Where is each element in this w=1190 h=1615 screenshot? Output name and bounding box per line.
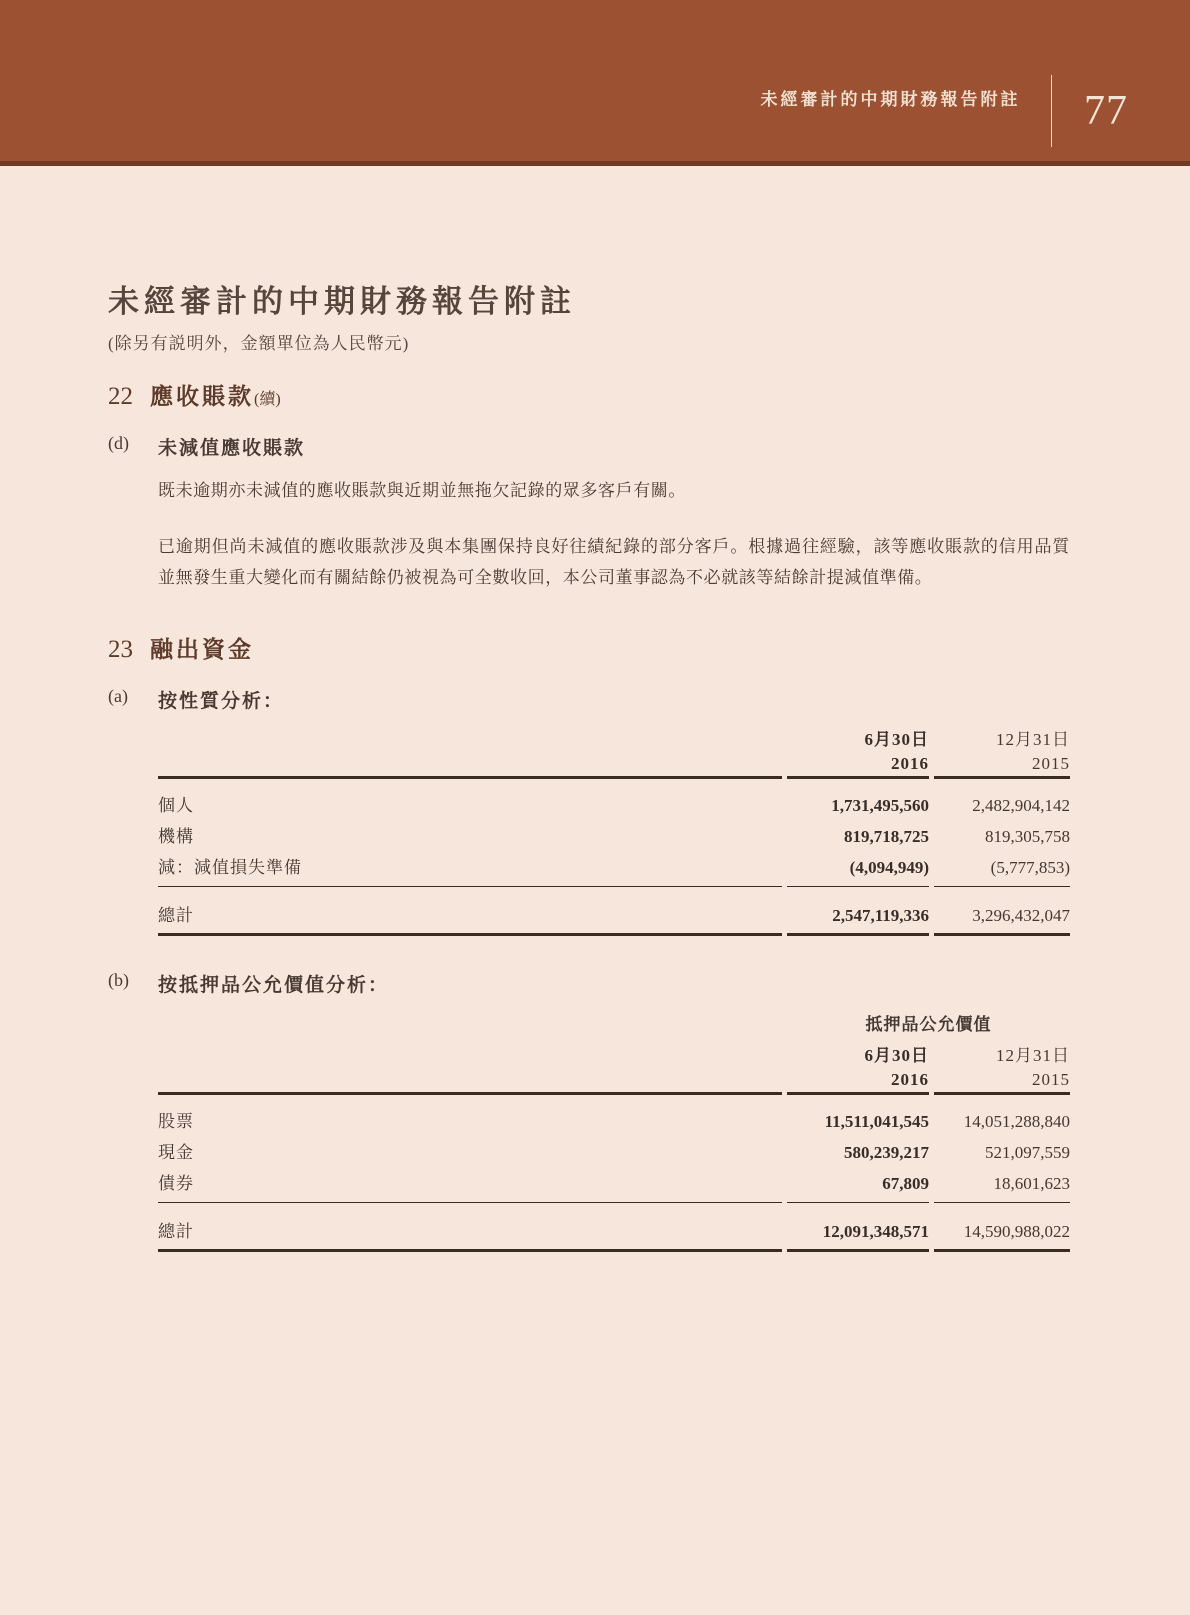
- span-header-collateral-fair-value: 抵押品公允價值: [865, 1014, 992, 1034]
- empty-cell: [158, 752, 782, 779]
- table-total-row: [158, 1203, 1070, 1252]
- value-2015: (5,777,853): [934, 850, 1070, 887]
- value-2015: 14,051,288,840: [963, 1111, 1070, 1131]
- banner-running-title: 未經審計的中期財務報告附註: [760, 89, 1021, 109]
- value-2016: 67,809: [787, 1166, 929, 1203]
- table-b-year-row: [158, 1068, 1070, 1095]
- total-value-2015: 14,590,988,022: [934, 1203, 1070, 1252]
- value-2015: 2,482,904,142: [972, 795, 1070, 815]
- subsection-22d-body: [158, 433, 1070, 593]
- subsection-23a-body: [158, 686, 1070, 936]
- subsection-23a: [108, 686, 1070, 936]
- table-a-date-row: [158, 723, 1070, 752]
- banner-divider: [1051, 75, 1053, 147]
- subsection-23b-body: [158, 970, 1070, 1252]
- value-2015: 521,097,559: [985, 1142, 1070, 1162]
- col-2016-date: 6月30日: [864, 1045, 929, 1065]
- subsection-23a-label: (a): [108, 685, 128, 706]
- col-2016-date: 6月30日: [864, 729, 929, 749]
- section-23-heading: [108, 631, 1070, 664]
- document-subtitle: (除另有説明外，金額單位為人民幣元): [108, 334, 410, 353]
- table-by-nature: [153, 723, 1075, 936]
- section-23-title: 融出資金: [150, 636, 254, 662]
- table-b-span-header-row: [158, 1007, 1070, 1039]
- col-2015-date: 12月31日: [996, 1045, 1070, 1065]
- page-content: [0, 276, 1190, 1252]
- row-label: 現金: [158, 1142, 194, 1162]
- col-2015-year: 2015: [934, 1068, 1070, 1095]
- total-value-2015: 3,296,432,047: [934, 887, 1070, 936]
- subsection-23b-title: 按抵押品公允價值分析：: [158, 974, 390, 996]
- table-row: [158, 779, 1070, 819]
- row-label: 個人: [158, 795, 194, 815]
- total-label: 總計: [158, 887, 782, 936]
- value-2016: 819,718,725: [844, 826, 929, 846]
- paragraph-1: 既未逾期亦未減值的應收賬款與近期並無拖欠記錄的眾多客戶有關。: [158, 481, 686, 500]
- subsection-23b-label: (b): [108, 969, 129, 990]
- page-number: 77: [1084, 88, 1128, 134]
- row-label: 股票: [158, 1111, 194, 1131]
- section-23-number: 23: [108, 635, 133, 663]
- empty-cell: [158, 723, 782, 752]
- table-b-date-row: [158, 1039, 1070, 1068]
- page-banner: [0, 0, 1190, 166]
- section-22-number: 22: [108, 383, 133, 410]
- row-label: 減：減值損失準備: [158, 850, 782, 887]
- banner-content: [761, 75, 1129, 147]
- col-2016-year: 2016: [787, 752, 929, 779]
- empty-cell: [158, 1039, 782, 1068]
- col-2015-year: 2015: [934, 752, 1070, 779]
- empty-cell: [158, 1007, 782, 1039]
- col-2015-date: 12月31日: [996, 729, 1070, 749]
- table-row: [158, 1166, 1070, 1203]
- section-22-heading: [108, 378, 1070, 411]
- subsection-23b: [108, 970, 1070, 1252]
- paragraph-2: 已逾期但尚未減值的應收賬款涉及與本集團保持良好往績紀錄的部分客戶。根據過往經驗，該等應收賬款的信用品質並無發生重大變化而有關結餘仍被視為可全數收回，本公司董事認為不必就該等結餘計提減值準備。: [158, 537, 1070, 587]
- subsection-23a-title: 按性質分析：: [158, 690, 285, 712]
- table-row: [158, 1095, 1070, 1135]
- section-22-title: [150, 378, 281, 411]
- section-22-suffix: (續): [254, 391, 281, 408]
- col-2016-year: 2016: [787, 1068, 929, 1095]
- total-value-2016: 12,091,348,571: [787, 1203, 929, 1252]
- table-b-wrapper: [158, 1007, 1070, 1252]
- value-2016: (4,094,949): [787, 850, 929, 887]
- value-2016: 1,731,495,560: [831, 795, 929, 815]
- row-label: 機構: [158, 826, 194, 846]
- subsection-22d-title: 未減值應收賬款: [158, 438, 306, 459]
- value-2016: 11,511,041,545: [824, 1111, 929, 1131]
- table-a-year-row: [158, 752, 1070, 779]
- row-label: 債券: [158, 1166, 782, 1203]
- value-2016: 580,239,217: [844, 1142, 929, 1162]
- table-a-wrapper: [158, 723, 1070, 936]
- total-value-2016: 2,547,119,336: [787, 887, 929, 936]
- table-by-collateral-fair-value: [153, 1007, 1075, 1252]
- table-row: [158, 850, 1070, 887]
- value-2015: 18,601,623: [934, 1166, 1070, 1203]
- value-2015: 819,305,758: [985, 826, 1070, 846]
- subsection-22d-label: (d): [108, 433, 129, 453]
- table-total-row: [158, 887, 1070, 936]
- table-row: [158, 819, 1070, 850]
- table-row: [158, 1135, 1070, 1166]
- total-label: 總計: [158, 1203, 782, 1252]
- subsection-22d: [108, 433, 1070, 593]
- section-22-title-text: 應收賬款: [150, 384, 254, 409]
- document-title: 未經審計的中期財務報告附註: [108, 284, 576, 319]
- empty-cell: [158, 1068, 782, 1095]
